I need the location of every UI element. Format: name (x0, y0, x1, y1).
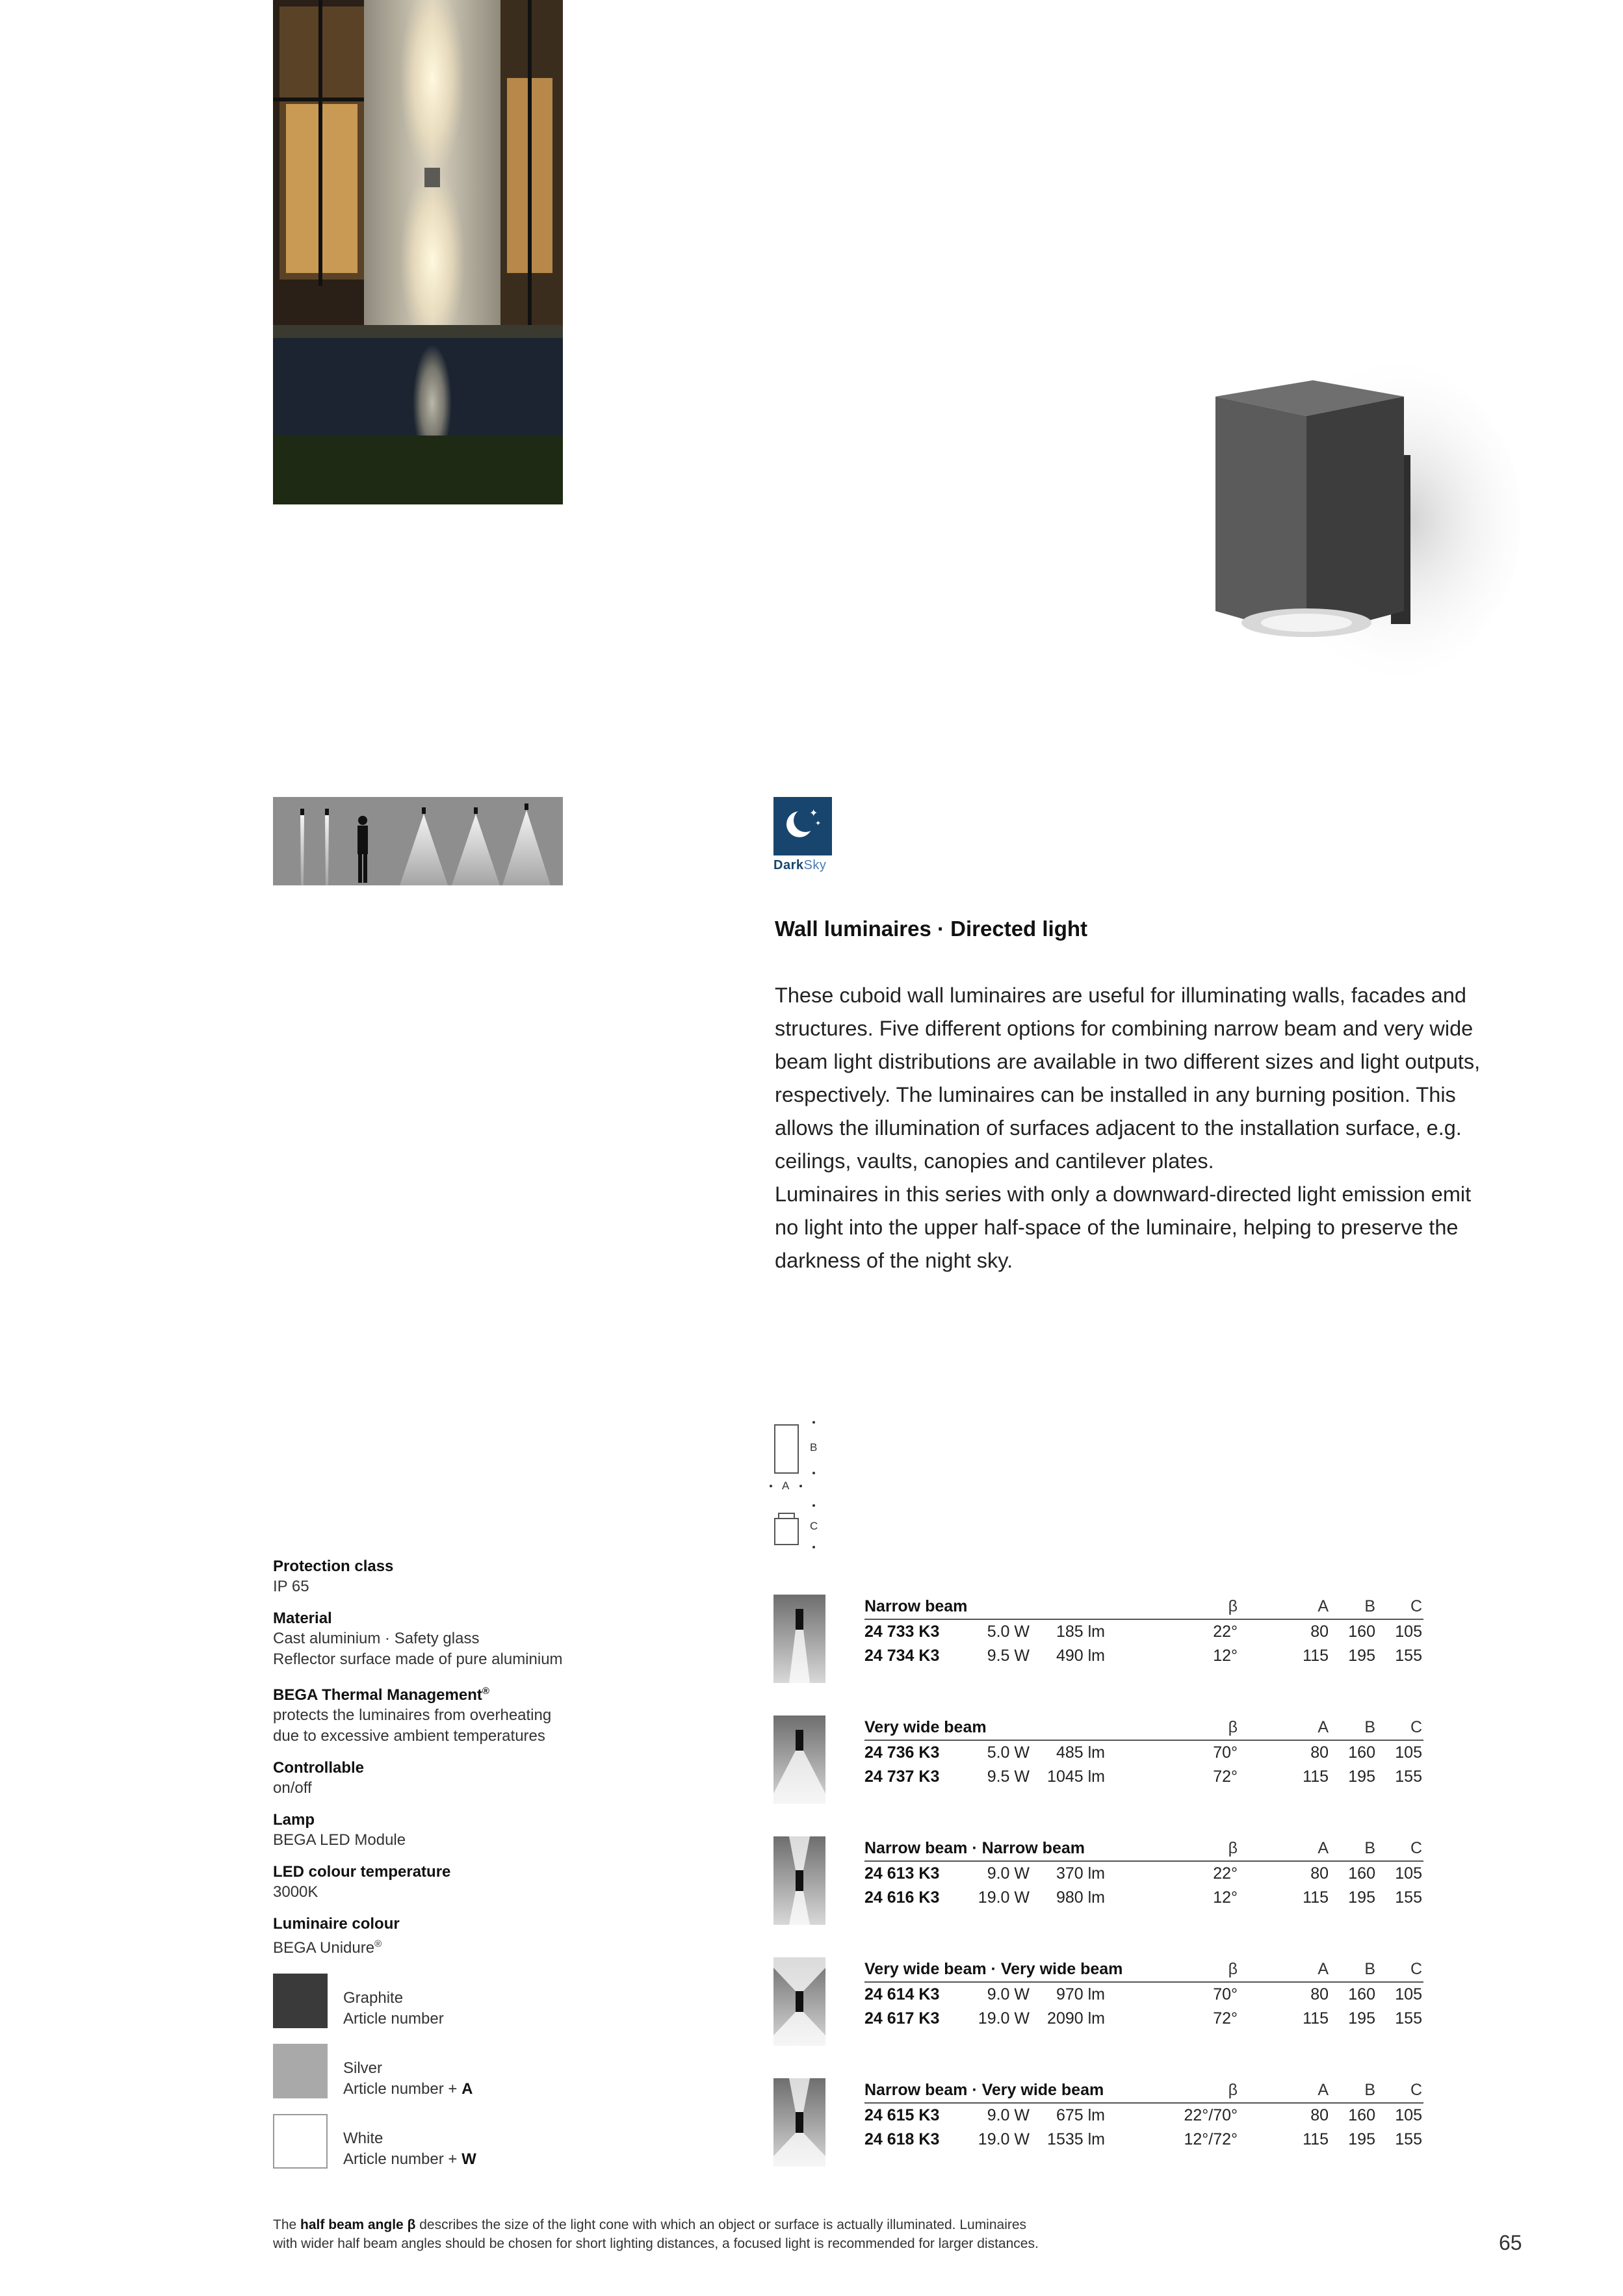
table-row: 24 734 K3 9.5 W 490 lm 12° 115 195 155 (864, 1647, 1422, 1665)
dimension-b-label: B (810, 1441, 818, 1454)
spec-luminaire-colour: Luminaire colour BEGA Unidure® (273, 1915, 400, 1957)
graphite-swatch (273, 1974, 328, 2028)
table-row: 24 617 K3 19.0 W 2090 lm 72° 115 195 155 (864, 2009, 1422, 2028)
product-table-narrow (773, 1595, 1423, 1686)
spec-lamp: Lamp BEGA LED Module (273, 1811, 406, 1849)
svg-text:✦: ✦ (815, 819, 822, 828)
table-row: 24 614 K3 9.0 W 970 lm 70° 80 160 105 (864, 1985, 1422, 2003)
table-row: 24 616 K3 19.0 W 980 lm 12° 115 195 155 (864, 1888, 1422, 1907)
light-distribution-illustration (273, 797, 563, 885)
spec-colour-temperature: LED colour temperature 3000K (273, 1863, 451, 1901)
table-row: 24 737 K3 9.5 W 1045 lm 72° 115 195 155 (864, 1768, 1422, 1786)
spec-material: Material Cast aluminium · Safety glass Reflector surface made of pure aluminium (273, 1610, 563, 1668)
table-row: 24 615 K3 9.0 W 675 lm 22°/70° 80 160 105 (864, 2106, 1422, 2124)
moon-icon (773, 797, 832, 855)
product-image (1196, 364, 1534, 702)
description-paragraph: Luminaires in this series with only a downward-directed light emission emit no light into the upper half-space of the luminaire, helping to preserve the darkness of the night sky. (775, 1182, 1472, 1272)
narrow-beam-icon (773, 1595, 825, 1683)
wide-wide-beam-icon (773, 1957, 825, 2046)
spec-controllable: Controllable on/off (273, 1759, 365, 1797)
darksky-badge (773, 797, 835, 875)
table-row: 24 613 K3 9.0 W 370 lm 22° 80 160 105 (864, 1864, 1422, 1883)
product-table-narrow-wide (773, 2078, 1423, 2169)
description (775, 979, 1483, 1277)
product-table-wide-wide (773, 1957, 1423, 2048)
narrow-wide-beam-icon (773, 2078, 825, 2167)
table-header: Very wide beam β A B C (864, 1715, 1423, 1741)
page-number: 65 (1499, 2231, 1522, 2254)
very-wide-beam-icon (773, 1715, 825, 1804)
white-swatch (273, 2114, 328, 2169)
specifications (273, 1557, 676, 1970)
dimension-a-label: A (782, 1480, 790, 1492)
hero-photo (273, 0, 563, 504)
table-header: Narrow beam · Narrow beam β A B C (864, 1836, 1423, 1862)
swatch-silver: Silver Article number + A (273, 2044, 676, 2102)
table-header: Narrow beam · Very wide beam β A B C (864, 2078, 1423, 2104)
table-header: Very wide beam · Very wide beam β A B C (864, 1957, 1423, 1983)
table-row: 24 733 K3 5.0 W 185 lm 22° 80 160 105 (864, 1623, 1422, 1641)
product-table-very-wide (773, 1715, 1423, 1807)
table-row: 24 736 K3 5.0 W 485 lm 70° 80 160 105 (864, 1743, 1422, 1762)
svg-text:✦: ✦ (809, 807, 818, 819)
table-row: 24 618 K3 19.0 W 1535 lm 12°/72° 115 195 155 (864, 2130, 1422, 2148)
dimension-c-label: C (810, 1520, 818, 1532)
spec-thermal: BEGA Thermal Management® protects the luminaires from overheating due to excessive ambient temperatures (273, 1686, 552, 1745)
dimension-diagram (767, 1417, 838, 1554)
swatch-graphite: Graphite Article number (273, 1974, 676, 2032)
darksky-label: DarkSky (773, 858, 827, 872)
product-table-narrow-narrow (773, 1836, 1423, 1927)
spec-protection: Protection class IP 65 (273, 1558, 394, 1595)
description-paragraph: These cuboid wall luminaires are useful for illuminating walls, facades and structures. Five different options for combining narrow beam and very wide beam light distributions are available in two different sizes and light outputs, respectively. The luminaires can be installed in any burning position. This allows the illumination of surfaces adjacent to the installation surface, e.g. ceilings, vaults, canopies and cantilever plates. (775, 984, 1481, 1173)
footnote: The half beam angle β describes the size of the light cone with which an object or surface is actually illuminated. Luminaires with wider half beam angles should be chosen for short lighting distances, a focused light is recommended for larger distances. (273, 2217, 1039, 2251)
swatch-white: White Article number + W (273, 2114, 676, 2172)
silver-swatch (273, 2044, 328, 2098)
narrow-narrow-beam-icon (773, 1836, 825, 1925)
page-title: Wall luminaires · Directed light (775, 917, 1088, 941)
table-header: Narrow beam β A B C (864, 1595, 1423, 1620)
